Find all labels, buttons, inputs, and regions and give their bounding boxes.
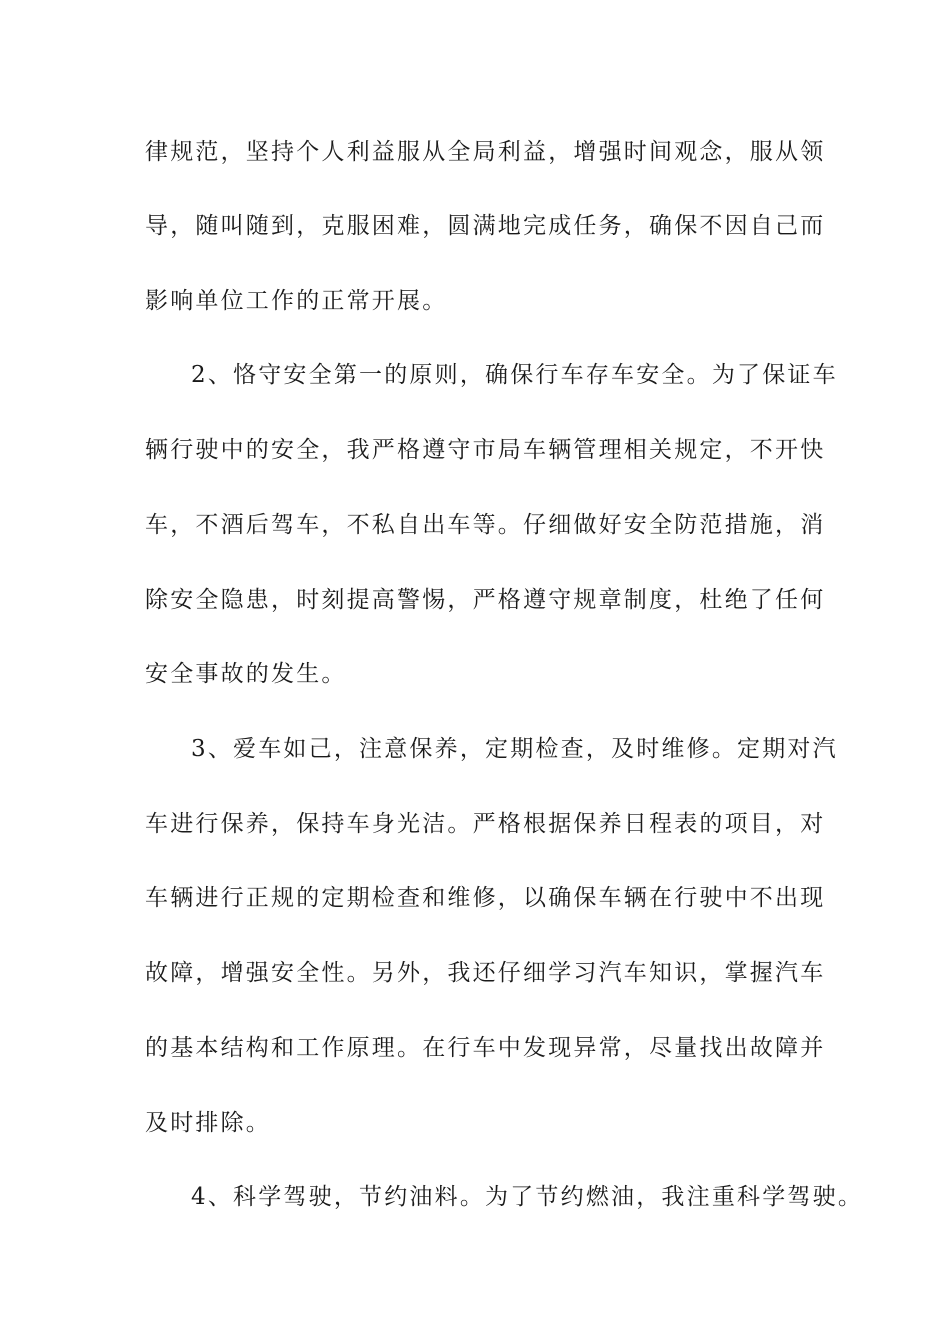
text-line: 及时排除。 [145, 1110, 271, 1136]
text-line: 的基本结构和工作原理。在行车中发现异常，尽量找出故障并 [145, 1035, 826, 1061]
text-line: 故障，增强安全性。另外，我还仔细学习汽车知识，掌握汽车 [145, 960, 826, 986]
text-line: 影响单位工作的正常开展。 [145, 288, 448, 314]
paragraph-3-first-line: 3、爱车如己，注意保养，定期检查，及时维修。定期对汽 [191, 736, 838, 762]
text-line: 除安全隐患，时刻提高警惕，严格遵守规章制度，杜绝了任何 [145, 587, 826, 613]
text-line: 车，不酒后驾车，不私自出车等。仔细做好安全防范措施，消 [145, 512, 826, 538]
text-line: 车辆进行正规的定期检查和维修，以确保车辆在行驶中不出现 [145, 885, 826, 911]
paragraph-2-first-line: 2、恪守安全第一的原则，确保行车存车安全。为了保证车 [191, 362, 838, 388]
text-line: 安全事故的发生。 [145, 661, 347, 687]
text-line: 律规范，坚持个人利益服从全局利益，增强时间观念，服从领 [145, 139, 826, 165]
text-line: 辆行驶中的安全，我严格遵守市局车辆管理相关规定，不开快 [145, 437, 826, 463]
paragraph-4-first-line: 4、科学驾驶，节约油料。为了节约燃油，我注重科学驾驶。 [191, 1184, 864, 1210]
text-line: 导，随叫随到，克服困难，圆满地完成任务，确保不因自己而 [145, 213, 826, 239]
text-line: 车进行保养，保持车身光洁。严格根据保养日程表的项目，对 [145, 811, 826, 837]
